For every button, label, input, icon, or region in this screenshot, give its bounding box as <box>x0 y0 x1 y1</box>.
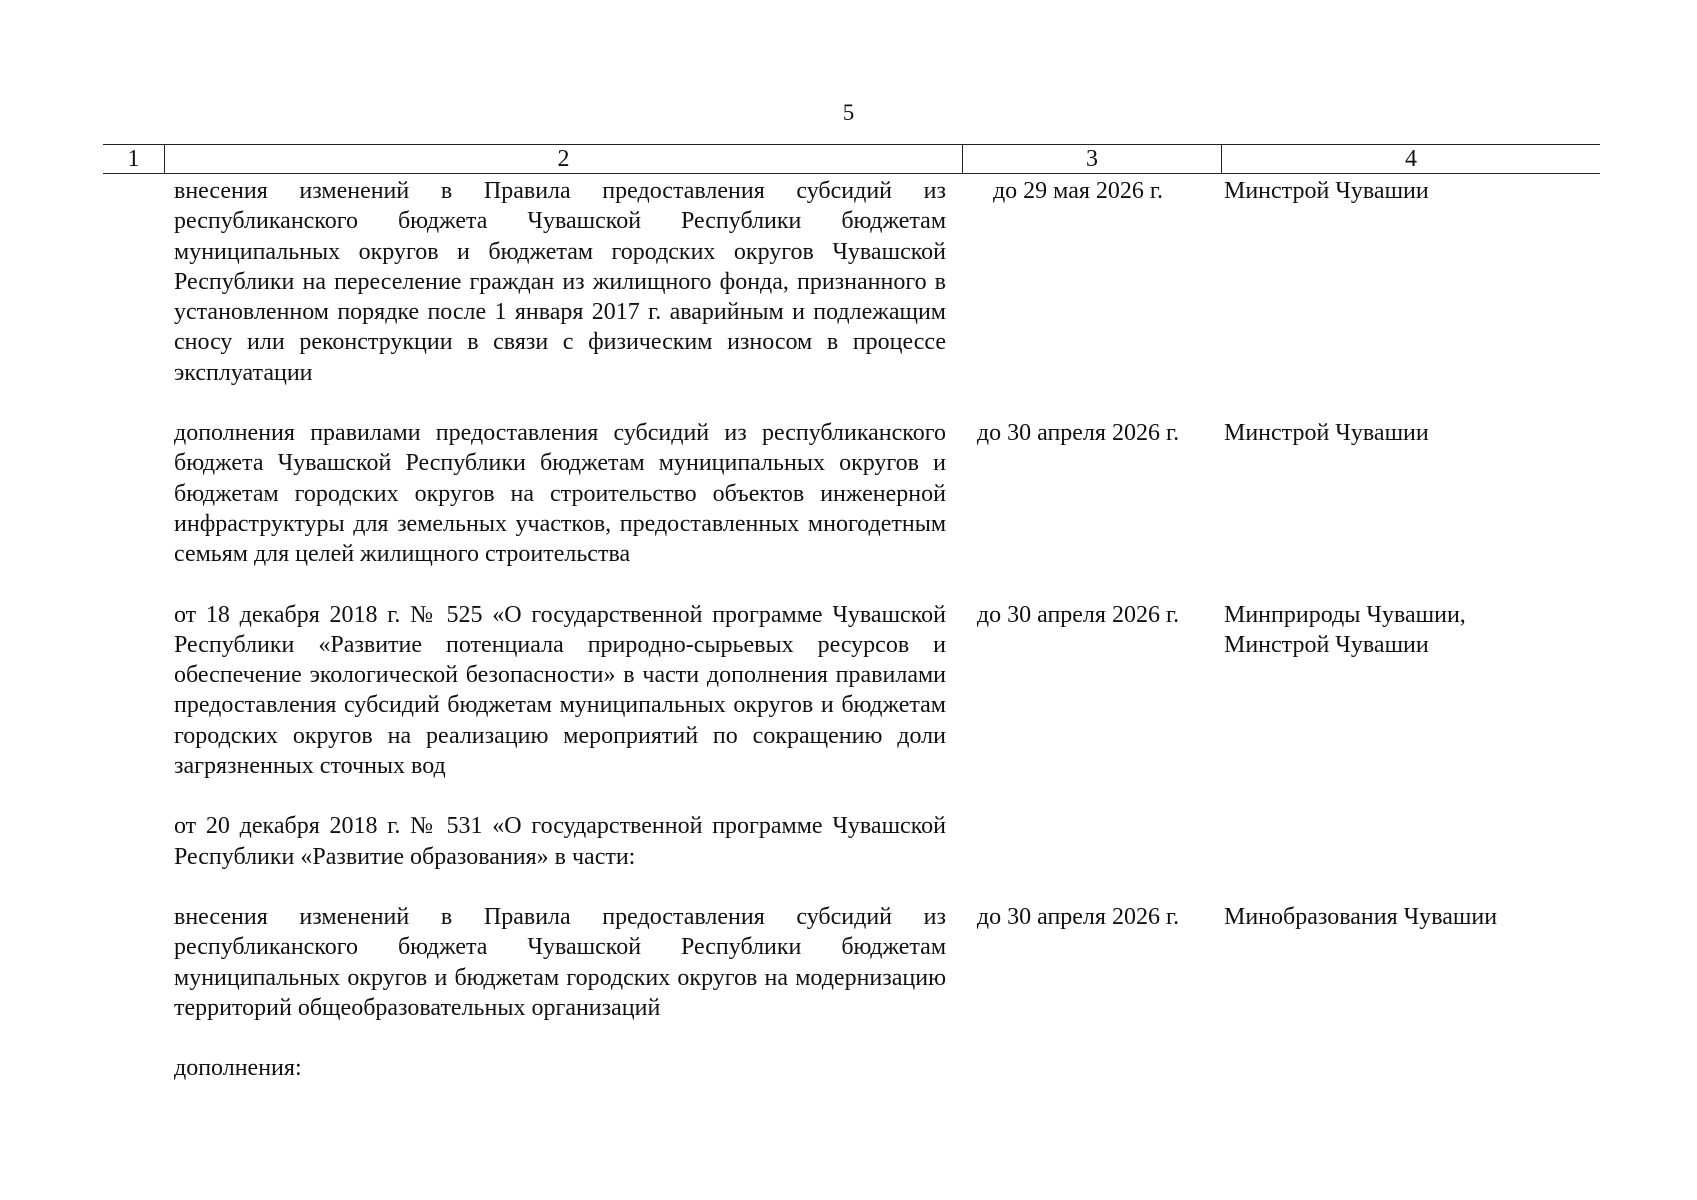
column-header-1: 1 <box>127 146 140 172</box>
column-header-4: 4 <box>1405 146 1417 172</box>
measure-text: дополнения: <box>174 1055 302 1082</box>
measure-text: от 20 декабря 2018 г. № 531 «О государственной программе Чувашской Республики «Развитие образования» в части: <box>174 813 946 870</box>
table-row <box>174 811 1594 872</box>
measure-text: дополнения правилами предоставления субсидий из республиканского бюджета Чувашской Республики бюджетам муниципальных округов и бюджетам городских округов на строительство объектов инженерной инфраструктуры для земельных участков, предоставленных многодетным семьям для целей жилищного строительства <box>174 420 946 568</box>
measure-text: внесения изменений в Правила предоставления субсидий из республиканского бюджета Чувашской Республики бюджетам муниципальных округов и бюджетам городских округов на модернизацию территорий общеобразовательных организаций <box>174 903 946 1021</box>
column-header-2: 2 <box>557 146 570 172</box>
measure-text: от 18 декабря 2018 г. № 525 «О государственной программе Чувашской Республики «Развитие потенциала природно-сырьевых ресурсов и обеспечение экологической безопасности» в части дополнения правилами предоставления субсидий бюджетам муниципальных округов и бюджетам городских округов на реализацию мероприятий по сокращению доли загрязненных сточных вод <box>174 601 946 780</box>
executor-cell: Минобразования Чувашии <box>1224 903 1498 930</box>
table-column-header <box>103 144 1600 174</box>
table-row <box>174 418 1594 569</box>
table-row <box>174 1053 1594 1083</box>
deadline-cell: до 30 апреля 2026 г. <box>976 903 1180 930</box>
deadline-cell: до 29 мая 2026 г. <box>992 178 1164 204</box>
column-header-3: 3 <box>1086 146 1098 172</box>
deadline-cell: до 30 апреля 2026 г. <box>976 601 1180 628</box>
measure-text: внесения изменений в Правила предоставления субсидий из республиканского бюджета Чувашской Республики бюджетам муниципальных округов и бюджетам городских округов Чувашской Республики на переселение граждан из жилищного фонда, признанного в установленном порядке после 1 января 2017 г. аварийным и подлежащим сносу или реконструкции в связи с физическим износом в процессе эксплуатации <box>174 178 946 386</box>
executor-cell: Минстрой Чувашии <box>1224 178 1429 204</box>
executor-cell: Минприроды Чувашии, Минстрой Чувашии <box>1224 601 1466 658</box>
table-row <box>174 600 1594 782</box>
page-number: 5 <box>842 100 855 125</box>
table-row <box>174 176 1594 388</box>
table-row <box>174 902 1594 1023</box>
table-body <box>174 176 1594 1113</box>
executor-cell: Минстрой Чувашии <box>1224 420 1429 447</box>
deadline-cell: до 30 апреля 2026 г. <box>976 420 1180 447</box>
